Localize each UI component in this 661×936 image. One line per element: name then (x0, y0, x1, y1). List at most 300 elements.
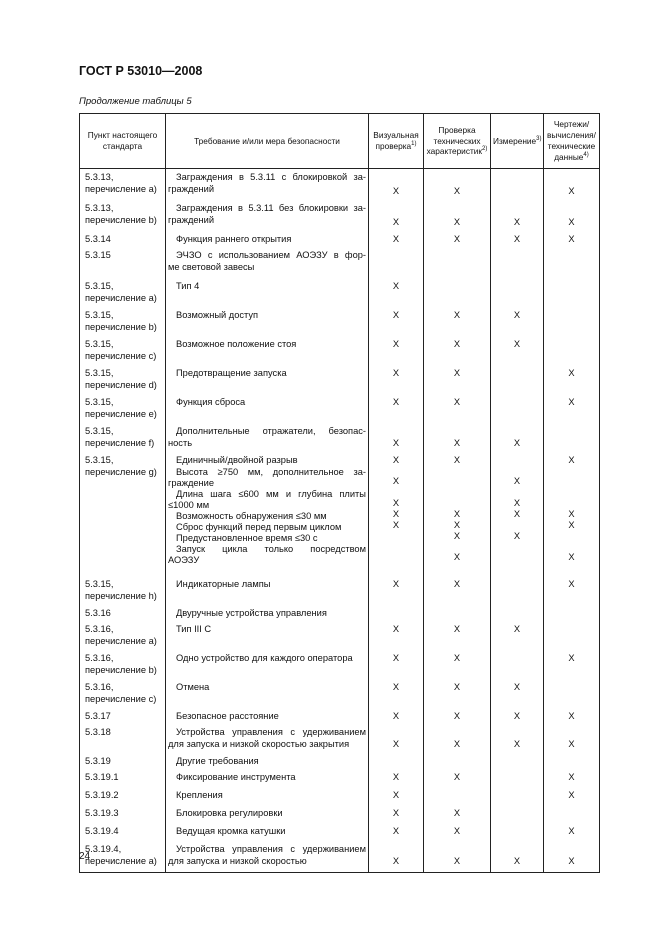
cell-item (80, 753, 166, 769)
cell-tech (424, 769, 491, 787)
cell-tech (424, 621, 491, 650)
cell-item (80, 621, 166, 650)
cell-visual (369, 753, 424, 769)
clause-text: перечисление d) (85, 380, 157, 390)
column-header-req (166, 114, 369, 169)
cell-visual (369, 621, 424, 650)
footnote-marker: 2) (482, 146, 488, 153)
check-mark: X (568, 509, 575, 519)
cell-req (166, 423, 369, 452)
cell-measure (491, 805, 544, 823)
cell-drawings (544, 307, 600, 336)
clause-text: 5.3.17 (85, 711, 111, 721)
requirement-text: ≤1000 мм (168, 500, 210, 510)
check-mark: X (568, 653, 575, 663)
cell-item (80, 576, 166, 605)
cell-drawings (544, 650, 600, 679)
requirement-text: Ведущая кромка катушки (176, 826, 286, 836)
cell-req (166, 823, 369, 841)
table-row (80, 753, 600, 769)
cell-item (80, 724, 166, 753)
cell-drawings (544, 423, 600, 452)
cell-req (166, 805, 369, 823)
clause-text: перечисление а) (85, 636, 157, 646)
cell-tech (424, 605, 491, 621)
clause-text: 5.3.13, (85, 203, 114, 213)
cell-measure (491, 365, 544, 394)
clause-text: 5.3.19.1 (85, 772, 119, 782)
cell-visual (369, 336, 424, 365)
cell-tech (424, 823, 491, 841)
requirement-text: Заграждения в 5.3.11 без блокировки за- (176, 203, 366, 213)
check-mark: X (392, 682, 400, 692)
cell-measure (491, 605, 544, 621)
requirement-text: Одно устройство для каждого оператора (176, 653, 353, 663)
requirement-text: Длина шага ≤600 мм и глубина плиты (176, 489, 366, 499)
requirement-text: Индикаторные лампы (176, 579, 271, 589)
cell-tech (424, 247, 491, 278)
cell-tech (424, 753, 491, 769)
cell-req (166, 576, 369, 605)
cell-drawings (544, 365, 600, 394)
check-mark: X (453, 552, 461, 562)
requirement-text: ность (168, 438, 193, 448)
table-row (80, 805, 600, 823)
cell-item (80, 787, 166, 805)
check-mark: X (392, 455, 400, 465)
cell-visual (369, 679, 424, 708)
cell-drawings (544, 769, 600, 787)
check-mark: X (568, 397, 575, 407)
check-mark: X (568, 856, 575, 866)
cell-tech (424, 336, 491, 365)
check-mark: X (568, 455, 575, 465)
cell-measure (491, 787, 544, 805)
cell-visual (369, 841, 424, 873)
page-number: 24 (79, 851, 91, 862)
table-header-row (80, 114, 600, 169)
cell-item (80, 200, 166, 231)
clause-text: перечисление с) (85, 351, 157, 361)
check-mark: X (568, 711, 575, 721)
requirement-text: АОЭЗУ (168, 555, 200, 565)
check-mark: X (568, 579, 575, 589)
check-mark: X (513, 476, 521, 486)
cell-drawings (544, 336, 600, 365)
clause-text: 5.3.19 (85, 756, 111, 766)
cell-visual (369, 708, 424, 724)
requirement-text: Крепления (176, 790, 223, 800)
clause-text: перечисление b) (85, 215, 157, 225)
table-row (80, 336, 600, 365)
requirement-text: Заграждения в 5.3.11 с блокировкой за- (176, 172, 366, 182)
column-header-text: технических (433, 135, 481, 146)
cell-req (166, 621, 369, 650)
cell-drawings (544, 605, 600, 621)
requirement-text: Предустановленное время ≤30 с (176, 533, 318, 543)
check-mark: X (392, 217, 400, 227)
cell-tech (424, 452, 491, 576)
check-mark: X (568, 826, 575, 836)
table-body (80, 169, 600, 873)
requirement-text: Единичный/двойной разрыв (176, 455, 298, 465)
check-mark: X (568, 368, 575, 378)
requirement-text: Безопасное расстояние (176, 711, 279, 721)
clause-text: 5.3.15, (85, 281, 114, 291)
check-mark: X (568, 739, 575, 749)
clause-text: перечисление а) (85, 293, 157, 303)
check-mark: X (453, 217, 461, 227)
check-mark: X (453, 826, 461, 836)
check-mark: X (568, 186, 575, 196)
requirement-text: Отмена (176, 682, 210, 692)
check-mark: X (453, 682, 461, 692)
check-mark: X (392, 579, 400, 589)
cell-req (166, 605, 369, 621)
cell-req (166, 169, 369, 201)
requirement-text: Функция сброса (176, 397, 246, 407)
cell-measure (491, 708, 544, 724)
check-mark: X (392, 438, 400, 448)
cell-req (166, 753, 369, 769)
check-mark: X (453, 579, 461, 589)
cell-req (166, 708, 369, 724)
cell-tech (424, 841, 491, 873)
check-mark: X (392, 826, 400, 836)
clause-text: перечисление b) (85, 665, 157, 675)
column-header-item (80, 114, 166, 169)
cell-tech (424, 278, 491, 307)
cell-tech (424, 365, 491, 394)
check-mark: X (513, 711, 521, 721)
requirement-text: Возможное положение стоя (176, 339, 297, 349)
cell-item (80, 605, 166, 621)
check-mark: X (568, 790, 575, 800)
cell-item (80, 169, 166, 201)
check-mark: X (453, 856, 461, 866)
requirement-text: ЭЧЗО с использованием АОЭЗУ в фор- (176, 250, 366, 260)
cell-visual (369, 769, 424, 787)
requirement-text: Возможность обнаружения ≤30 мм (176, 511, 327, 521)
cell-req (166, 247, 369, 278)
column-header-visual (369, 114, 424, 169)
check-mark: X (568, 552, 575, 562)
requirement-text: Блокировка регулировки (176, 808, 283, 818)
check-mark: X (453, 397, 461, 407)
cell-tech (424, 423, 491, 452)
cell-measure (491, 307, 544, 336)
cell-measure (491, 231, 544, 247)
cell-item (80, 394, 166, 423)
cell-visual (369, 394, 424, 423)
clause-text: перечисление е) (85, 409, 157, 419)
cell-drawings (544, 278, 600, 307)
check-mark: X (392, 624, 400, 634)
cell-item (80, 452, 166, 576)
table-row (80, 200, 600, 231)
cell-req (166, 679, 369, 708)
cell-drawings (544, 724, 600, 753)
requirement-text: для запуска и низкой скоростью закрытия (168, 739, 350, 749)
cell-measure (491, 169, 544, 201)
cell-req (166, 452, 369, 576)
check-mark: X (392, 520, 400, 530)
check-mark: X (392, 186, 400, 196)
clause-text: 5.3.15 (85, 250, 111, 260)
requirement-text: Дополнительные отражатели, безопас- (176, 426, 366, 436)
clause-text: 5.3.18 (85, 727, 111, 737)
cell-drawings (544, 679, 600, 708)
cell-tech (424, 307, 491, 336)
cell-req (166, 231, 369, 247)
cell-drawings (544, 247, 600, 278)
cell-drawings (544, 452, 600, 576)
table-row (80, 679, 600, 708)
check-mark: X (453, 772, 461, 782)
column-header-text: Пункт настоящего (87, 130, 158, 141)
table-row (80, 841, 600, 873)
column-header-text: технические (547, 141, 596, 151)
cell-drawings (544, 394, 600, 423)
table-row (80, 708, 600, 724)
cell-drawings (544, 621, 600, 650)
requirement-text: Тип III С (176, 624, 212, 634)
check-mark: X (392, 772, 400, 782)
cell-measure (491, 823, 544, 841)
cell-visual (369, 823, 424, 841)
cell-visual (369, 231, 424, 247)
table-row (80, 724, 600, 753)
table-row (80, 365, 600, 394)
cell-visual (369, 307, 424, 336)
check-mark: X (392, 368, 400, 378)
cell-visual (369, 365, 424, 394)
clause-text: 5.3.19.4, (85, 844, 122, 854)
column-header-text: Проверка (438, 124, 476, 135)
check-mark: X (513, 509, 521, 519)
requirement-text: Двуручные устройства управления (176, 608, 327, 618)
table-row (80, 423, 600, 452)
column-header-text: стандарта (102, 141, 143, 151)
table-row (80, 787, 600, 805)
cell-drawings (544, 841, 600, 873)
clause-text: 5.3.16, (85, 682, 114, 692)
check-mark: X (513, 498, 521, 508)
cell-measure (491, 336, 544, 365)
table-row (80, 307, 600, 336)
check-mark: X (453, 234, 461, 244)
cell-item (80, 278, 166, 307)
clause-text: 5.3.14 (85, 234, 111, 244)
check-mark: X (513, 339, 521, 349)
check-mark: X (392, 339, 400, 349)
requirement-text: граждений (168, 184, 215, 194)
table-row (80, 394, 600, 423)
cell-visual (369, 278, 424, 307)
cell-measure (491, 247, 544, 278)
check-mark: X (453, 531, 461, 541)
cell-item (80, 679, 166, 708)
cell-visual (369, 576, 424, 605)
requirements-table (79, 113, 600, 873)
check-mark: X (392, 808, 400, 818)
document-title: ГОСТ Р 53010—2008 (79, 64, 203, 78)
check-mark: X (392, 234, 400, 244)
table-row (80, 278, 600, 307)
cell-item (80, 336, 166, 365)
clause-text: 5.3.16, (85, 624, 114, 634)
requirement-text: для запуска и низкой скоростью (168, 856, 307, 866)
cell-item (80, 365, 166, 394)
check-mark: X (513, 234, 521, 244)
column-header-text: характеристик (426, 146, 483, 157)
check-mark: X (453, 509, 461, 519)
requirement-text: Возможный доступ (176, 310, 259, 320)
cell-visual (369, 787, 424, 805)
cell-measure (491, 394, 544, 423)
cell-req (166, 841, 369, 873)
cell-drawings (544, 787, 600, 805)
cell-tech (424, 708, 491, 724)
check-mark: X (392, 509, 400, 519)
check-mark: X (392, 711, 400, 721)
cell-tech (424, 200, 491, 231)
cell-drawings (544, 708, 600, 724)
cell-req (166, 650, 369, 679)
cell-req (166, 724, 369, 753)
cell-measure (491, 278, 544, 307)
cell-item (80, 423, 166, 452)
column-header-text: Визуальная (373, 130, 419, 141)
check-mark: X (453, 520, 461, 530)
check-mark: X (568, 234, 575, 244)
column-header-text: Измерение (493, 135, 537, 146)
cell-req (166, 394, 369, 423)
column-header-text: данные (554, 151, 584, 162)
clause-text: 5.3.15, (85, 339, 114, 349)
requirement-text: Устройства управления с удерживанием (176, 727, 366, 737)
check-mark: X (453, 624, 461, 634)
table-row (80, 605, 600, 621)
cell-measure (491, 423, 544, 452)
check-mark: X (513, 856, 521, 866)
check-mark: X (513, 739, 521, 749)
cell-item (80, 650, 166, 679)
requirement-text: Другие требования (176, 756, 259, 766)
clause-text: 5.3.15, (85, 579, 114, 589)
cell-drawings (544, 805, 600, 823)
cell-req (166, 307, 369, 336)
table-row (80, 231, 600, 247)
clause-text: 5.3.19.2 (85, 790, 119, 800)
clause-text: 5.3.15, (85, 397, 114, 407)
check-mark: X (392, 476, 400, 486)
requirement-text: ме световой завесы (168, 262, 255, 272)
check-mark: X (513, 310, 521, 320)
clause-text: 5.3.15, (85, 368, 114, 378)
cell-req (166, 787, 369, 805)
requirement-text: Сброс функций перед первым циклом (176, 522, 342, 532)
cell-drawings (544, 169, 600, 201)
clause-text: перечисление b) (85, 322, 157, 332)
cell-visual (369, 200, 424, 231)
clause-text: 5.3.15, (85, 310, 114, 320)
clause-text: 5.3.15, (85, 426, 114, 436)
column-header-text: вычисления/ (547, 130, 596, 141)
column-header-measure (491, 114, 544, 169)
cell-tech (424, 576, 491, 605)
cell-visual (369, 805, 424, 823)
check-mark: X (568, 217, 575, 227)
cell-measure (491, 200, 544, 231)
table-row (80, 650, 600, 679)
check-mark: X (513, 438, 521, 448)
check-mark: X (453, 310, 461, 320)
check-mark: X (392, 281, 400, 291)
cell-drawings (544, 823, 600, 841)
table-row (80, 452, 600, 576)
cell-req (166, 769, 369, 787)
footnote-marker: 1) (411, 141, 417, 148)
requirement-text: Высота ≥750 мм, дополнительное за- (176, 467, 366, 477)
column-header-text: проверка (375, 141, 412, 151)
check-mark: X (568, 772, 575, 782)
cell-item (80, 708, 166, 724)
column-header-text: Требование и/или мера безопасности (194, 135, 340, 146)
check-mark: X (453, 438, 461, 448)
requirement-text: Тип 4 (176, 281, 200, 291)
check-mark: X (392, 653, 400, 663)
cell-tech (424, 787, 491, 805)
footnote-marker: 3) (536, 135, 542, 142)
check-mark: X (453, 186, 461, 196)
cell-item (80, 823, 166, 841)
cell-measure (491, 452, 544, 576)
table-row (80, 576, 600, 605)
cell-req (166, 278, 369, 307)
cell-measure (491, 753, 544, 769)
requirement-text: Устройства управления с удерживанием (176, 844, 366, 854)
cell-tech (424, 679, 491, 708)
check-mark: X (453, 808, 461, 818)
requirement-text: Функция раннего открытия (176, 234, 292, 244)
cell-item (80, 769, 166, 787)
cell-visual (369, 650, 424, 679)
cell-item (80, 805, 166, 823)
clause-text: перечисление h) (85, 591, 157, 601)
cell-measure (491, 576, 544, 605)
cell-visual (369, 169, 424, 201)
cell-visual (369, 724, 424, 753)
cell-measure (491, 679, 544, 708)
table-row (80, 823, 600, 841)
cell-tech (424, 650, 491, 679)
cell-measure (491, 841, 544, 873)
clause-text: 5.3.19.3 (85, 808, 119, 818)
cell-item (80, 231, 166, 247)
check-mark: X (392, 739, 400, 749)
cell-visual (369, 452, 424, 576)
cell-measure (491, 621, 544, 650)
check-mark: X (392, 310, 400, 320)
clause-text: перечисление f) (85, 438, 155, 448)
check-mark: X (392, 856, 400, 866)
check-mark: X (392, 790, 400, 800)
check-mark: X (453, 339, 461, 349)
cell-drawings (544, 576, 600, 605)
requirement-text: Запуск цикла только посредством (176, 544, 366, 554)
footnote-marker: 4) (583, 152, 589, 159)
